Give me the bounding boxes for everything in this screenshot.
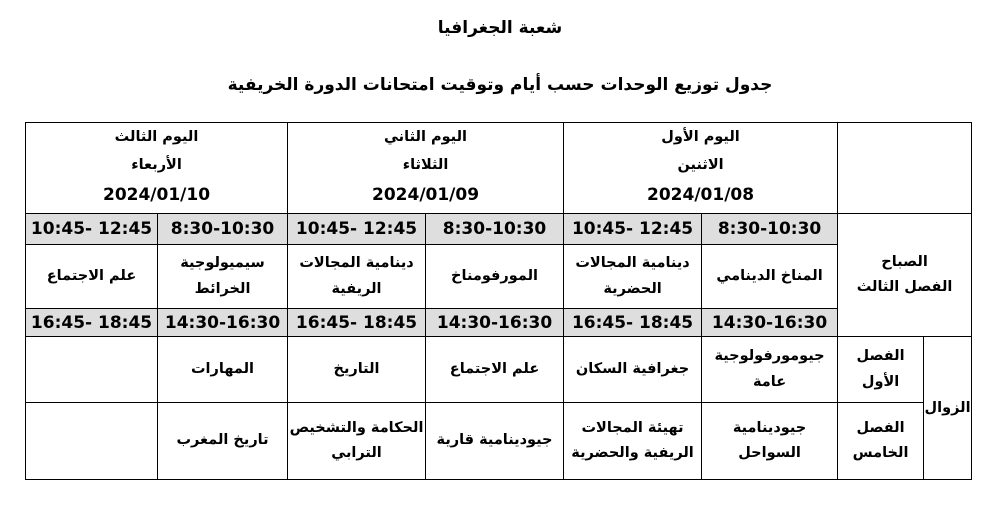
module-cell: التاريخ (288, 337, 426, 403)
module-cell: علم الاجتماع (26, 245, 158, 309)
day-label: اليوم الأول (661, 129, 740, 146)
module-cell: جيودينامية قارية (426, 403, 564, 480)
module-cell: دينامية المجالات الحضرية (564, 245, 702, 309)
department-title: شعبة الجغرافيا (437, 18, 563, 38)
module-cell: سيميولوجية الخرائط (158, 245, 288, 309)
day-weekday: الأربعاء (131, 156, 182, 173)
time-slot: 8:30-10:30 (702, 214, 838, 245)
module-cell: المهارات (158, 337, 288, 403)
module-cell: جيودينامية السواحل (702, 403, 838, 480)
day-weekday: الثلاثاء (402, 156, 449, 173)
time-slot: 10:45- 12:45 (564, 214, 702, 245)
time-slot: 8:30-10:30 (158, 214, 288, 245)
time-slot: 16:45- 18:45 (564, 309, 702, 337)
module-cell (26, 403, 158, 480)
time-slot: 14:30-16:30 (702, 309, 838, 337)
morning-label-cell (838, 214, 972, 337)
module-cell (26, 337, 158, 403)
time-slot: 10:45- 12:45 (26, 214, 158, 245)
time-slot: 14:30-16:30 (426, 309, 564, 337)
module-cell: المناخ الدينامي (702, 245, 838, 309)
morning-period: الصباح (881, 253, 928, 270)
module-cell: علم الاجتماع (426, 337, 564, 403)
time-slot: 10:45- 12:45 (288, 214, 426, 245)
day-weekday: الاثنين (677, 156, 724, 173)
module-cell: جيومورفولوجية عامة (702, 337, 838, 403)
day-header-1 (564, 123, 838, 214)
afternoon-period: الزوال (924, 337, 972, 480)
first-semester-label: الفصل الأول (838, 337, 924, 403)
exam-schedule-table (25, 122, 972, 480)
module-cell: دينامية المجالات الريفية (288, 245, 426, 309)
module-cell: تاريخ المغرب (158, 403, 288, 480)
time-slot: 8:30-10:30 (426, 214, 564, 245)
day-label: اليوم الثالث (114, 129, 199, 146)
time-slot: 16:45- 18:45 (288, 309, 426, 337)
day-header-3 (26, 123, 288, 214)
module-cell: المورفومناخ (426, 245, 564, 309)
day-header-2 (288, 123, 564, 214)
third-semester-label: الفصل الثالث (856, 279, 953, 296)
module-cell: جغرافية السكان (564, 337, 702, 403)
day-label: اليوم الثاني (384, 129, 468, 146)
time-slot: 14:30-16:30 (158, 309, 288, 337)
time-slot: 16:45- 18:45 (26, 309, 158, 337)
module-cell: الحكامة والتشخيص الترابي (288, 403, 426, 480)
day-date: 2024/01/09 (372, 185, 480, 206)
module-cell: تهيئة المجالات الريفية والحضرية (564, 403, 702, 480)
fifth-semester-label: الفصل الخامس (838, 403, 924, 480)
corner-cell (838, 123, 972, 214)
day-date: 2024/01/10 (102, 185, 211, 206)
day-date: 2024/01/08 (647, 185, 755, 206)
schedule-title: جدول توزيع الوحدات حسب أيام وتوقيت امتحانات الدورة الخريفية (227, 75, 773, 95)
